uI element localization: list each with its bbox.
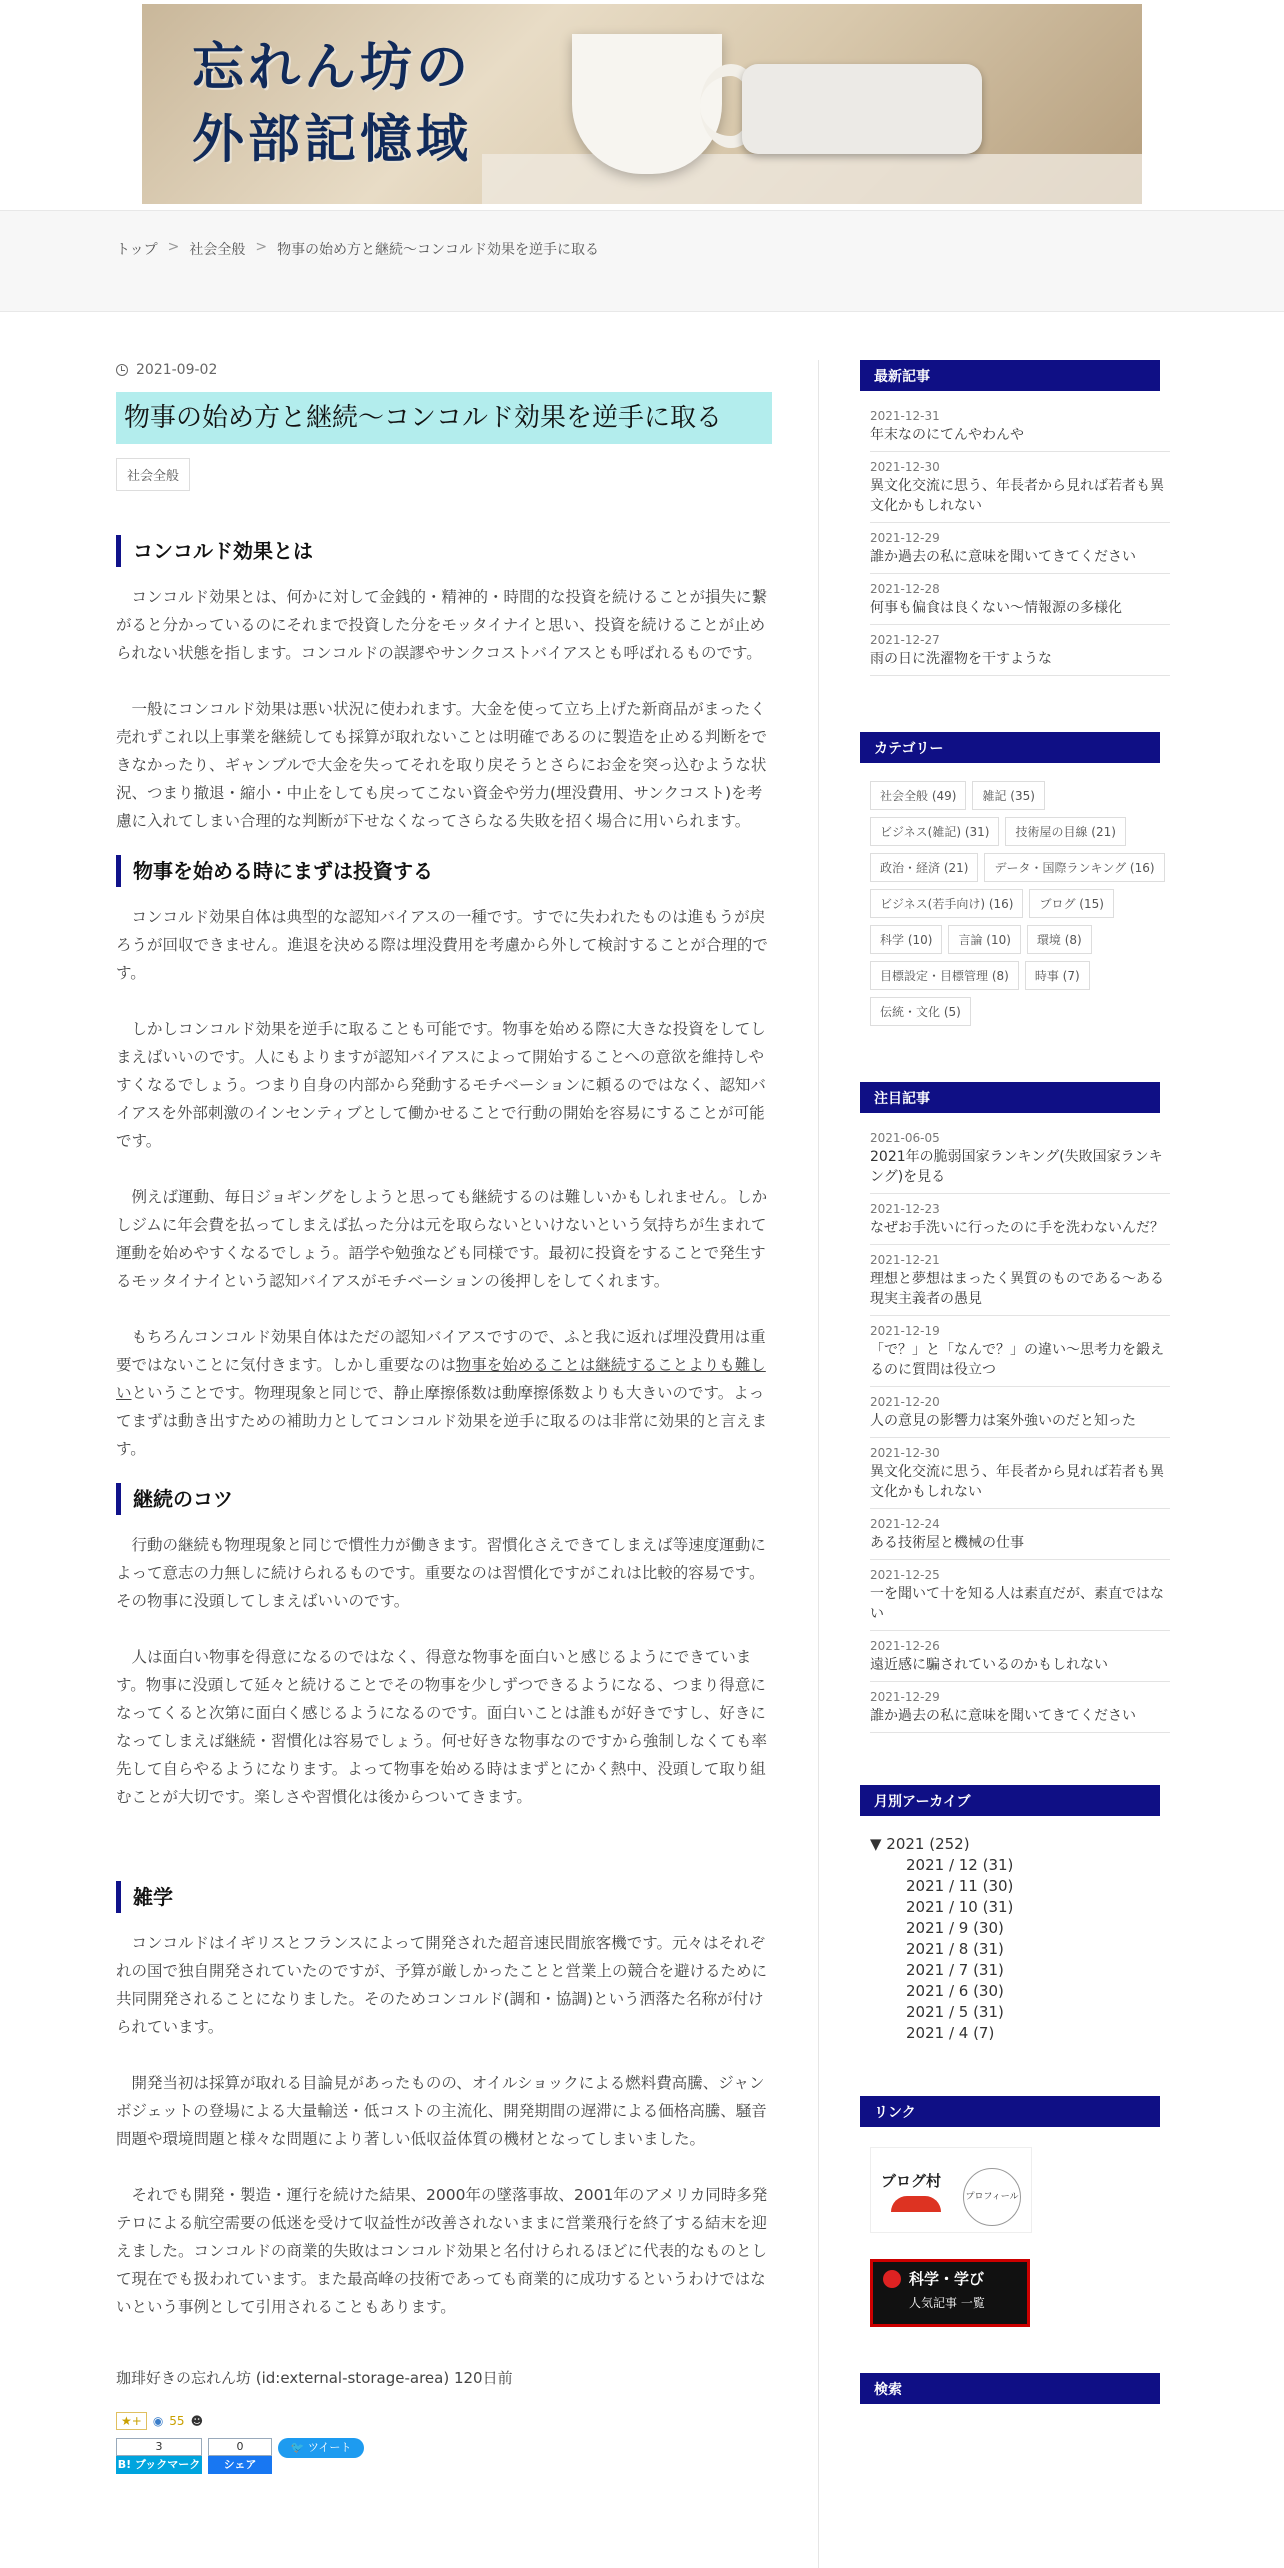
breadcrumb-current: 物事の始め方と継続～コンコルド効果を逆手に取る [277, 242, 600, 258]
archive-month[interactable]: 2021 / 4 (7) [906, 2024, 995, 2042]
section-heading: 雑学 [116, 1881, 772, 1913]
sidebar-post-item[interactable] [870, 1245, 1170, 1316]
post-date: 2021-12-27 [870, 633, 940, 647]
breadcrumb-category[interactable]: 社会全般 [189, 242, 246, 258]
post-title[interactable]: 異文化交流に思う、年長者から見れば若者も異文化かもしれない [870, 1464, 1164, 1500]
sidebar-post-item[interactable] [870, 1682, 1170, 1733]
post-title[interactable]: 2021年の脆弱国家ランキング(失敗国家ランキング)を見る [870, 1149, 1163, 1185]
archive-month[interactable]: 2021 / 9 (30) [906, 1919, 1004, 1937]
sidebar-post-item[interactable] [870, 1316, 1170, 1387]
logo-line-1: 忘れん坊の [192, 37, 473, 98]
archive-month[interactable]: 2021 / 6 (30) [906, 1982, 1004, 2000]
archive-month[interactable]: 2021 / 12 (31) [906, 1856, 1014, 1874]
category-tag[interactable]: 社会全般 (49) [870, 781, 966, 810]
breadcrumb-top[interactable]: トップ [116, 242, 158, 258]
category-tag[interactable]: 伝統・文化 (5) [870, 997, 971, 1026]
hatena-count: 3 [116, 2438, 202, 2456]
post-date: 2021-12-24 [870, 1517, 940, 1531]
paragraph-text: もちろんコンコルド効果自体はただの認知バイアスですので、ふと我に返れば埋没費用は重要ではないことに気付きます。しかし重要なのは [116, 1328, 766, 1374]
links-heading: リンク [860, 2096, 1160, 2127]
facebook-count: 0 [208, 2438, 272, 2456]
archive-heading: 月別アーカイブ [860, 1785, 1160, 1816]
star-avatar-icon: ☻ [190, 2414, 204, 2428]
post-date: 2021-12-23 [870, 1202, 940, 1216]
category-tag[interactable]: データ・国際ランキング (16) [984, 853, 1164, 882]
sidebar-post-item[interactable] [870, 574, 1170, 625]
section-heading: 物事を始める時にまずは投資する [116, 855, 772, 887]
archive-month[interactable]: 2021 / 10 (31) [906, 1898, 1014, 1916]
sidebar-post-item[interactable] [870, 1509, 1170, 1560]
paragraph: それでも開発・製造・運行を続けた結果、2000年の墜落事故、2001年のアメリカ同時多発テロによる航空需要の低迷を受けて収益性が改善されないままに営業飛行を終了する結末を迎えました。コンコルドの商業的失敗はコンコルド効果と名付けられるほどに代表的なものとして現在でも扱われています。また最高峰の技術であっても商業的に成功するというわけではないという事例として引用されることもあります。 [116, 2186, 768, 2316]
author-signature[interactable]: 珈琲好きの忘れん坊 (id:external-storage-area) 120日前 [116, 2369, 513, 2387]
post-date: 2021-12-20 [870, 1395, 940, 1409]
blogmura-banner[interactable] [870, 2147, 1032, 2233]
blogmura-logo: ブログ村 [881, 2172, 942, 2190]
paragraph: 人は面白い物事を得意になるのではなく、得意な物事を面白いと感じるようにできています。物事に没頭して延々と続けることでその物事を少しずつできるようになる、つまり得意になってくると次第に面白く感じるようになるのです。面白いことは誰もが好きですし、好きになってしまえば継続・習慣化は容易でしょう。何せ好きな物事なのですから強制しなくても率先して自らやるようになります。よって物事を始める時はまずとにかく熱中、没頭して取り組むことが大切です。楽しさや習慣化は後からついてきます。 [116, 1648, 768, 1806]
archive-month[interactable]: 2021 / 5 (31) [906, 2003, 1004, 2021]
section-heading: 継続のコツ [116, 1483, 772, 1515]
share-buttons [116, 2438, 772, 2474]
archive-year[interactable]: ▼ 2021 (252) [870, 1835, 970, 1853]
category-tag[interactable]: 科学 (10) [870, 925, 942, 954]
article-date-text: 2021-09-02 [136, 362, 218, 378]
categories-heading: カテゴリー [860, 732, 1160, 763]
archive-month[interactable]: 2021 / 7 (31) [906, 1961, 1004, 1979]
category-tag[interactable]: ブログ (15) [1029, 889, 1113, 918]
archive-month[interactable]: 2021 / 8 (31) [906, 1940, 1004, 1958]
sidebar-post-item[interactable] [870, 1123, 1170, 1194]
paragraph: 開発当初は採算が取れる目論見があったものの、オイルショックによる燃料費高騰、ジャンボジェットの登場による大量輸送・低コストの主流化、開発期間の遅滞による価格高騰、騒音問題や環境問題と様々な問題により著しい低収益体質の機材となってしまいました。 [116, 2074, 767, 2148]
column-divider [818, 360, 819, 2568]
post-title[interactable]: ある技術屋と機械の仕事 [870, 1535, 1024, 1551]
breadcrumb-separator: > [167, 239, 180, 255]
section-heading: コンコルド効果とは [116, 535, 772, 567]
article-category-tag[interactable]: 社会全般 [116, 458, 190, 491]
science-icon [883, 2270, 901, 2288]
sidebar-post-item[interactable] [870, 523, 1170, 574]
blogmura-sun-icon [891, 2196, 941, 2212]
star-count: 55 [169, 2414, 185, 2428]
sidebar-post-item[interactable] [870, 401, 1170, 452]
post-title[interactable]: 誰か過去の私に意味を聞いてきてください [870, 549, 1136, 565]
post-title[interactable]: 人の意見の影響力は案外強いのだと知った [870, 1413, 1136, 1429]
tweet-button[interactable]: 🐦 ツイート [278, 2438, 364, 2458]
sidebar [860, 360, 1170, 2404]
star-user-icon: ◉ [152, 2414, 164, 2428]
science-subtitle: 人気記事 一覧 [909, 2296, 985, 2310]
underlined-emphasis: 物事を始めることは継続することよりも難しい [116, 1356, 766, 1402]
star-row [116, 2412, 772, 2430]
post-date: 2021-12-29 [870, 531, 940, 545]
post-title[interactable]: 年末なのにてんやわんや [870, 427, 1024, 443]
category-tag[interactable]: ビジネス(雑記) (31) [870, 817, 999, 846]
header-banner[interactable] [142, 4, 1142, 204]
logo-line-2: 外部記憶域 [192, 109, 473, 170]
blog-header [0, 0, 1284, 206]
featured-posts-list [870, 1123, 1170, 1733]
archive-month[interactable]: 2021 / 11 (30) [906, 1877, 1014, 1895]
paragraph: しかしコンコルド効果を逆手に取ることも可能です。物事を始める際に大きな投資をしてしまえばいいのです。人にもよりますが認知バイアスによって開始することへの意欲を維持しやすくなるでしょう。つまり自身の内部から発動するモチベーションに頼るのではなく、認知バイアスを外部刺激のインセンティブとして働かせることで行動の開始を容易にすることが可能です。 [116, 1020, 766, 1150]
article-date [116, 360, 772, 380]
post-date: 2021-12-28 [870, 582, 940, 596]
newspaper-decoration [482, 154, 1142, 204]
category-tag[interactable]: 言論 (10) [948, 925, 1020, 954]
post-date: 2021-12-21 [870, 1253, 940, 1267]
sidebar-post-item[interactable] [870, 1631, 1170, 1682]
post-date: 2021-12-30 [870, 460, 940, 474]
sidebar-post-item[interactable] [870, 1194, 1170, 1245]
phone-decoration [742, 64, 982, 154]
add-star-icon[interactable]: ★+ [116, 2412, 147, 2430]
post-title[interactable]: 何事も偏食は良くない〜情報源の多様化 [870, 600, 1122, 616]
facebook-label: シェア [208, 2456, 272, 2474]
featured-posts-heading: 注目記事 [860, 1082, 1160, 1113]
post-date: 2021-12-19 [870, 1324, 940, 1338]
paragraph-text: ということです。物理現象と同じで、静止摩擦係数は動摩擦係数よりも大きいのです。よってまずは動き出すための補助力としてコンコルド効果を逆手に取るのは非常に効果的と言えます。 [116, 1384, 768, 1458]
post-date: 2021-12-29 [870, 1690, 940, 1704]
category-tag[interactable]: 環境 (8) [1027, 925, 1092, 954]
archive-list [870, 1834, 1170, 2044]
sidebar-post-item[interactable] [870, 452, 1170, 523]
breadcrumb-band [0, 210, 1284, 312]
sidebar-post-item[interactable] [870, 625, 1170, 676]
breadcrumb-separator: > [255, 239, 268, 255]
facebook-share-button[interactable] [208, 2438, 272, 2474]
article-title[interactable]: 物事の始め方と継続～コンコルド効果を逆手に取る [116, 392, 772, 444]
sidebar-post-item[interactable] [870, 1560, 1170, 1631]
paragraph: コンコルド効果自体は典型的な認知バイアスの一種です。すでに失われたものは進もうが戻ろうが回収できません。進退を決める際は埋没費用を考慮から外して検討することが合理的です。 [116, 908, 768, 982]
recent-posts-heading: 最新記事 [860, 360, 1160, 391]
paragraph [116, 1323, 772, 1463]
search-heading: 検索 [860, 2373, 1160, 2404]
category-tag[interactable]: 時事 (7) [1025, 961, 1090, 990]
post-title[interactable]: 異文化交流に思う、年長者から見れば若者も異文化かもしれない [870, 478, 1164, 514]
post-date: 2021-12-30 [870, 1446, 940, 1460]
post-title[interactable]: 「で？」と「なんで？」の違い～思考力を鍛えるのに質問は役立つ [870, 1342, 1164, 1378]
article [116, 360, 772, 2474]
post-title[interactable]: 雨の日に洗濯物を干すような [870, 651, 1052, 667]
hatena-bookmark-button[interactable] [116, 2438, 202, 2474]
coffee-cup-decoration [572, 34, 722, 174]
paragraph: 行動の継続も物理現象と同じで慣性力が働きます。習慣化さえできてしまえば等速度運動によって意志の力無しに続けられるものです。重要なのは習慣化ですがこれは比較的容易です。その物事に没頭してしまえばいいのです。 [116, 1536, 766, 1610]
recent-posts-list [870, 401, 1170, 676]
paragraph: コンコルド効果とは、何かに対して金銭的・精神的・時間的な投資を続けることが損失に繋がると分かっているのにそれまで投資した分をモッタイナイと思い、投資を続けることが止められない状態を指します。コンコルドの誤謬やサンクコストバイアスとも呼ばれるものです。 [116, 588, 768, 662]
post-title[interactable]: 理想と夢想はまったく異質のものである～ある現実主義者の愚見 [870, 1271, 1164, 1307]
category-tag[interactable]: 技術屋の目線 (21) [1005, 817, 1125, 846]
sidebar-post-item[interactable] [870, 1438, 1170, 1509]
science-ranking-banner[interactable] [870, 2259, 1030, 2327]
sidebar-post-item[interactable] [870, 1387, 1170, 1438]
post-date: 2021-12-26 [870, 1639, 940, 1653]
post-title[interactable]: 一を聞いて十を知る人は素直だが、素直ではない [870, 1586, 1164, 1622]
tweet-label: ツイート [307, 2441, 352, 2454]
post-date: 2021-12-25 [870, 1568, 940, 1582]
breadcrumb [116, 239, 599, 259]
category-tag[interactable]: 目標設定・目標管理 (8) [870, 961, 1019, 990]
post-date: 2021-06-05 [870, 1131, 940, 1145]
profile-badge: プロフィール [963, 2168, 1021, 2226]
science-title: 科学・学び [909, 2270, 985, 2288]
paragraph: 一般にコンコルド効果は悪い状況に使われます。大金を使って立ち上げた新商品がまったく売れずこれ以上事業を継続しても採算が取れないことは明確であるのに製造を止める判断をできなかったり、ギャンブルで大金を失ってそれを取り戻そうとさらにお金を突っ込むような状況、つまり撤退・縮小・中止をしても戻ってこない資金や労力(埋没費用、サンクコスト)を考慮に入れてしまい合理的な判断が下せなくなってさらなる失敗を招く場合に用いられます。 [116, 700, 768, 830]
clock-icon [116, 364, 128, 376]
post-title[interactable]: なぜお手洗いに行ったのに手を洗わないんだ？ [870, 1220, 1164, 1236]
post-date: 2021-12-31 [870, 409, 940, 423]
paragraph: コンコルドはイギリスとフランスによって開発された超音速民間旅客機です。元々はそれぞれの国で独自開発されていたのですが、予算が厳しかったことと営業上の競合を避けるために共同開発されることになりました。そのためコンコルド(調和・協調)という洒落た名称が付けられています。 [116, 1934, 768, 2036]
hatena-label: B! ブックマーク [116, 2456, 202, 2474]
category-tag[interactable]: 雑記 (35) [972, 781, 1044, 810]
categories-list [870, 781, 1170, 1026]
post-title[interactable]: 遠近感に騙されているのかもしれない [870, 1657, 1108, 1673]
category-tag[interactable]: 政治・経済 (21) [870, 853, 978, 882]
paragraph: 例えば運動、毎日ジョギングをしようと思っても継続するのは難しいかもしれません。しかしジムに年会費を払ってしまえば払った分は元を取らないといけないという気持ちが生まれて運動を始めやすくなるでしょう。語学や勉強なども同様です。最初に投資をすることで発生するモッタイナイという認知バイアスがモチベーションの後押しをしてくれます。 [116, 1188, 768, 1290]
blog-logo[interactable] [192, 32, 472, 176]
category-tag[interactable]: ビジネス(若手向け) (16) [870, 889, 1023, 918]
post-title[interactable]: 誰か過去の私に意味を聞いてきてください [870, 1708, 1136, 1724]
